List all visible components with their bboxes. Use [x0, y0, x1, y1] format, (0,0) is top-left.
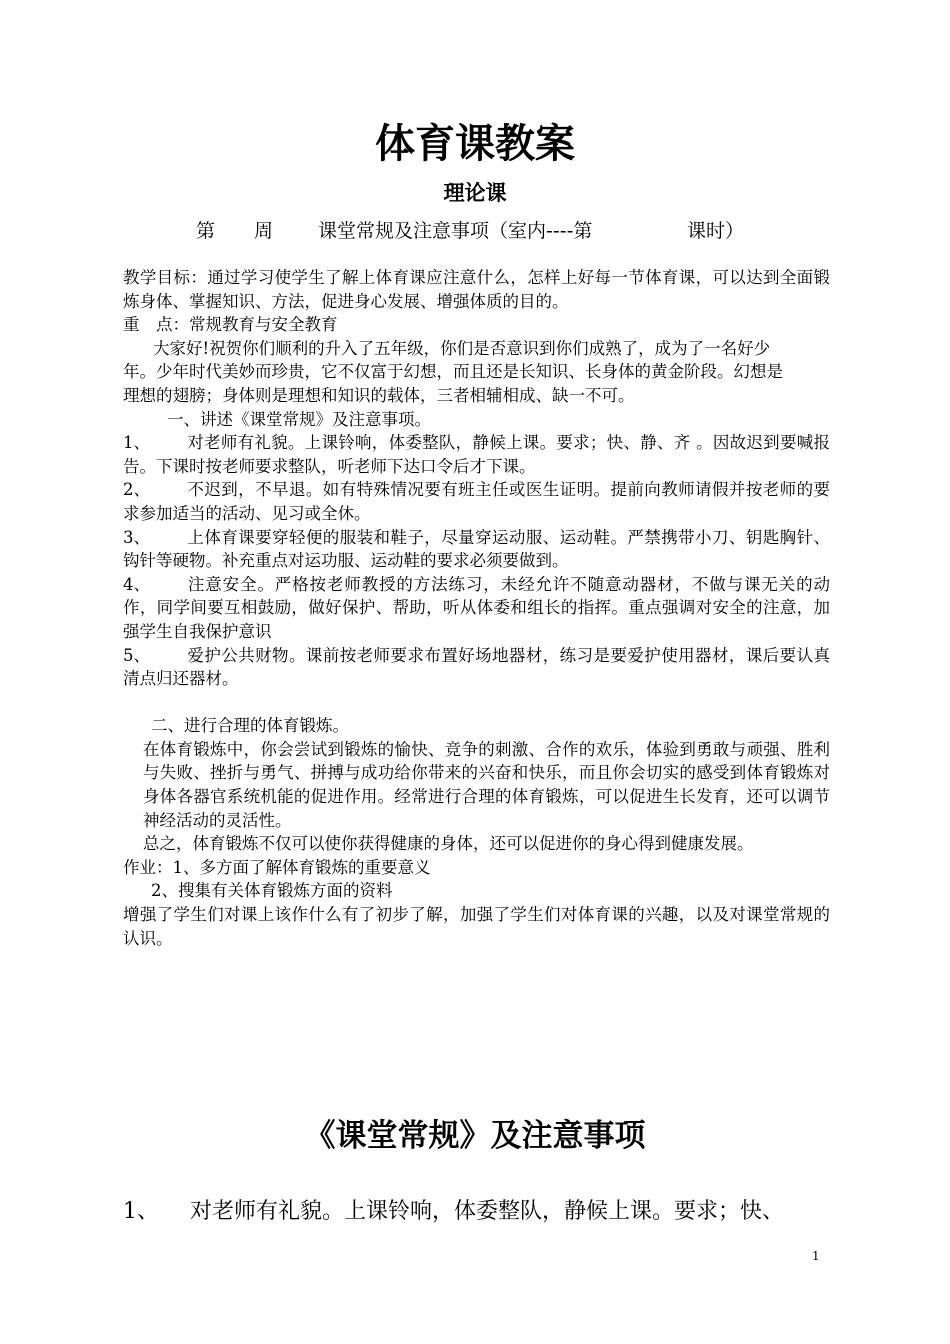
rule-number: 2、	[123, 480, 150, 500]
week-unit: 周	[254, 220, 274, 242]
rule-item	[123, 478, 830, 525]
week-label: 第	[196, 220, 216, 242]
rule-text: 注意安全。严格按老师教授的方法练习，未经允许不随意动器材，不做与课无关的动作，同学间要互相鼓励，做好保护、帮助，听从体委和组长的指挥。重点强调对安全的注意，加强学生自我保护意识	[123, 574, 830, 641]
period-unit: 课时）	[687, 220, 745, 242]
part2-paragraph: 在体育锻炼中，你会尝试到锻炼的愉快、竞争的刺激、合作的欢乐，体验到勇敢与顽强、胜利与失败、挫折与勇气、拼搏与成功给你带来的兴奋和快乐，而且你会切实的感受到体育锻炼对身体各器官系统机能的促进作用。经常进行合理的体育锻炼，可以促进生长发育，还可以调节神经活动的灵活性。	[143, 739, 830, 830]
lesson-topic: 课堂常规及注意事项（室内----第	[318, 220, 593, 242]
rule-number: 1、	[123, 1199, 159, 1224]
lesson-info-line	[0, 216, 950, 246]
rule-number: 4、	[123, 574, 150, 594]
rule-item	[123, 644, 830, 691]
greeting-line-1: 大家好!祝贺你们顺利的升入了五年级，你们是否意识到你们成熟了，成为了一名好少	[153, 338, 771, 358]
homework-line-1: 作业：1、多方面了解体育锻炼的重要意义	[123, 857, 431, 877]
lesson-body	[123, 266, 830, 950]
greeting-line-2: 年。少年时代美妙而珍贵，它不仅富于幻想，而且还是长知识、长身体的黄金阶段。幻想是	[123, 362, 783, 382]
section-first-rule	[123, 1194, 843, 1230]
rule-item	[123, 431, 830, 478]
rule-item	[123, 526, 830, 573]
teaching-goal: 教学目标：通过学习使学生了解上体育课应注意什么，怎样上好每一节体育课，可以达到全面锻炼身体、掌握知识、方法，促进身心发展、增强体质的目的。	[123, 268, 830, 311]
greeting-line-3: 理想的翅膀；身体则是理想和知识的载体，三者相辅相成、缺一不可。	[123, 385, 635, 405]
section-title: 《课堂常规》及注意事项	[304, 1118, 646, 1154]
rule-number: 1、	[123, 433, 150, 453]
reflection-line: 增强了学生们对课上该作什么有了初步了解，加强了学生们对体育课的兴趣，以及对课堂常规的认识。	[123, 905, 830, 948]
document-title: 体育课教案	[375, 121, 575, 167]
page-number: 1	[812, 1249, 820, 1263]
rule-item	[123, 573, 830, 644]
rule-number: 3、	[123, 527, 150, 547]
rule-text: 对老师有礼貌。上课铃响，体委整队，静候上课。要求；快、静、齐 。因故迟到要喊报告。下课时按老师要求整队，听老师下达口令后才下课。	[123, 433, 830, 476]
spacer	[123, 691, 830, 715]
rule-text: 爱护公共财物。课前按老师要求布置好场地器材，练习是要爱护使用器材，课后要认真清点归还器材。	[123, 645, 830, 689]
document-subtitle: 理论课	[443, 181, 507, 205]
rule-text: 对老师有礼貌。上课铃响，体委整队，静候上课。要求；快、	[190, 1199, 785, 1224]
rule-text: 上体育课要穿轻便的服装和鞋子，尽量穿运动服、运动鞋。严禁携带小刀、钥匙胸针、钩针等硬物。补充重点对运功服、运动鞋的要求必须要做到。	[123, 527, 830, 571]
summary-line: 总之，体育锻炼不仅可以使你获得健康的身体，还可以促进你的身心得到健康发展。	[143, 834, 754, 854]
rule-text: 不迟到，不早退。如有特殊情况要有班主任或医生证明。提前向教师请假并按老师的要求参加适当的活动、见习或全休。	[123, 480, 830, 523]
part1-heading: 一、讲述《课堂常规》及注意事项。	[167, 409, 431, 429]
part2-heading: 二、进行合理的体育锻炼。	[151, 716, 349, 736]
rule-number: 5、	[123, 645, 150, 665]
homework-line-2: 2、搜集有关体育锻炼方面的资料	[151, 881, 393, 901]
key-point: 重 点：常规教育与安全教育	[123, 315, 338, 335]
